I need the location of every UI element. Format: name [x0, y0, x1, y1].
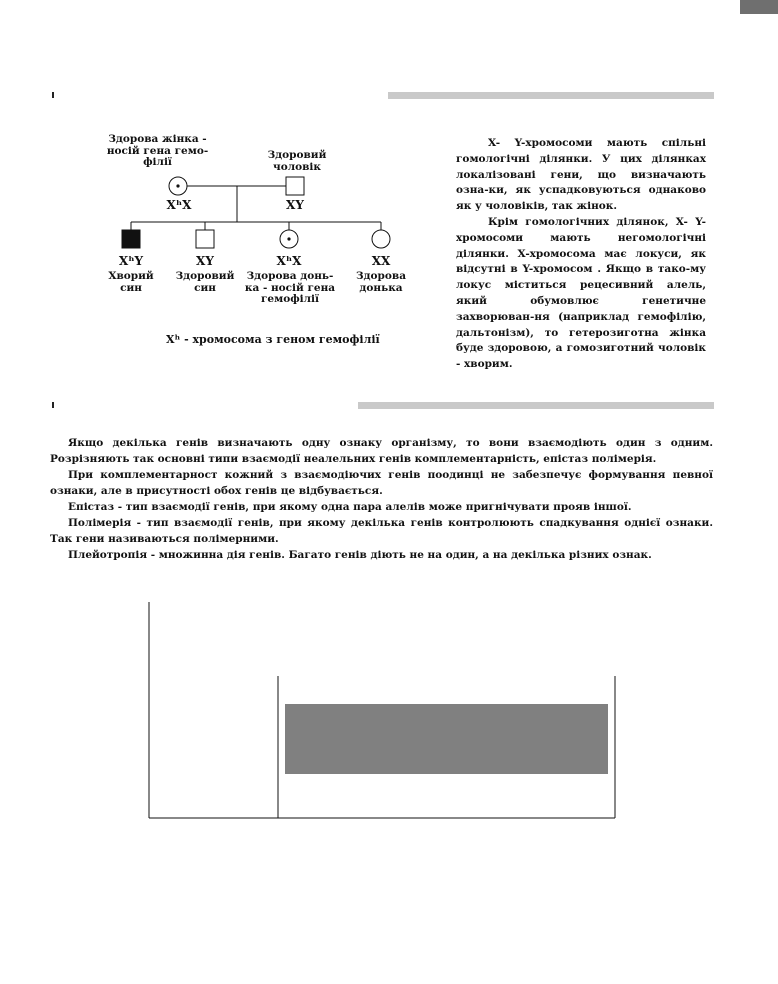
child-caption-4: Здорова донька	[355, 270, 407, 294]
mother-genotype: XʰX	[166, 198, 192, 212]
sidebar-paragraph-1: X- Y-хромосоми мають спільні гомологічні ділянки. У цих ділянках локалізовані гени, що визначають озна-ки, як успадковуються однаково як у чоловіків, так жінок.	[456, 137, 706, 213]
sidebar-paragraph-2: Крім гомологічних ділянок, X- Y-хромосоми мають негомологічні ділянки. X-хромосома має локуси, як відсутні в Y-хромосом . Якщо в тако-му локус міститься рецесивний алель, який обумовлює генетичне захворюван-ня (наприклад гемофілію, дальтонізм), то гетерозиготна жінка буде здоровою, а гомозиготний чоловік - хворим.	[456, 215, 706, 371]
child-caption-1: Хворий син	[108, 270, 154, 294]
paragraph-pleiotropy: Плейотропія - множинна дія генів. Багато генів діють не на один, а на декілька різних ознак.	[68, 549, 652, 561]
mother-caption: Здорова жінка - носій гена гемо- філії	[106, 133, 209, 168]
child-genotype-2: XY	[196, 254, 214, 268]
child-caption-2: Здоровий син	[175, 270, 235, 294]
pedigree-legend: Xʰ - хромосома з геном гемофілії	[166, 333, 380, 346]
child-genotype-4: XX	[371, 254, 391, 268]
child-genotype-3: XʰX	[276, 254, 302, 268]
paragraph-interaction: Якщо декілька генів визначають одну ознаку організму, то вони взаємодіють один з одним. Розрізняють так основні типи взаємодії неалельних генів комплементарність, епістаз полімерія.	[50, 437, 713, 465]
paragraph-complementarity: При комплементарност кожний з взаємодіючих генів поодинці не забезпечує формування певної ознаки, але в присутності обох генів це відбувається.	[50, 469, 713, 497]
paragraph-polymery: Полімерія - тип взаємодії генів, при якому декілька генів контролюють спадкування однієї ознаки. Так гени називаються полімерними.	[50, 517, 713, 545]
table-shaded-cell	[285, 704, 608, 774]
paragraph-epistasis: Епістаз - тип взаємодії генів, при якому одна пара алелів може пригнічувати прояв іншої.	[68, 501, 632, 513]
child-genotype-1: XʰY	[118, 254, 144, 268]
father-caption: Здоровий чоловік	[267, 149, 327, 173]
child-caption-3: Здорова донь- ка - носій гена гемофілії	[244, 270, 336, 305]
father-genotype: XY	[286, 198, 304, 212]
